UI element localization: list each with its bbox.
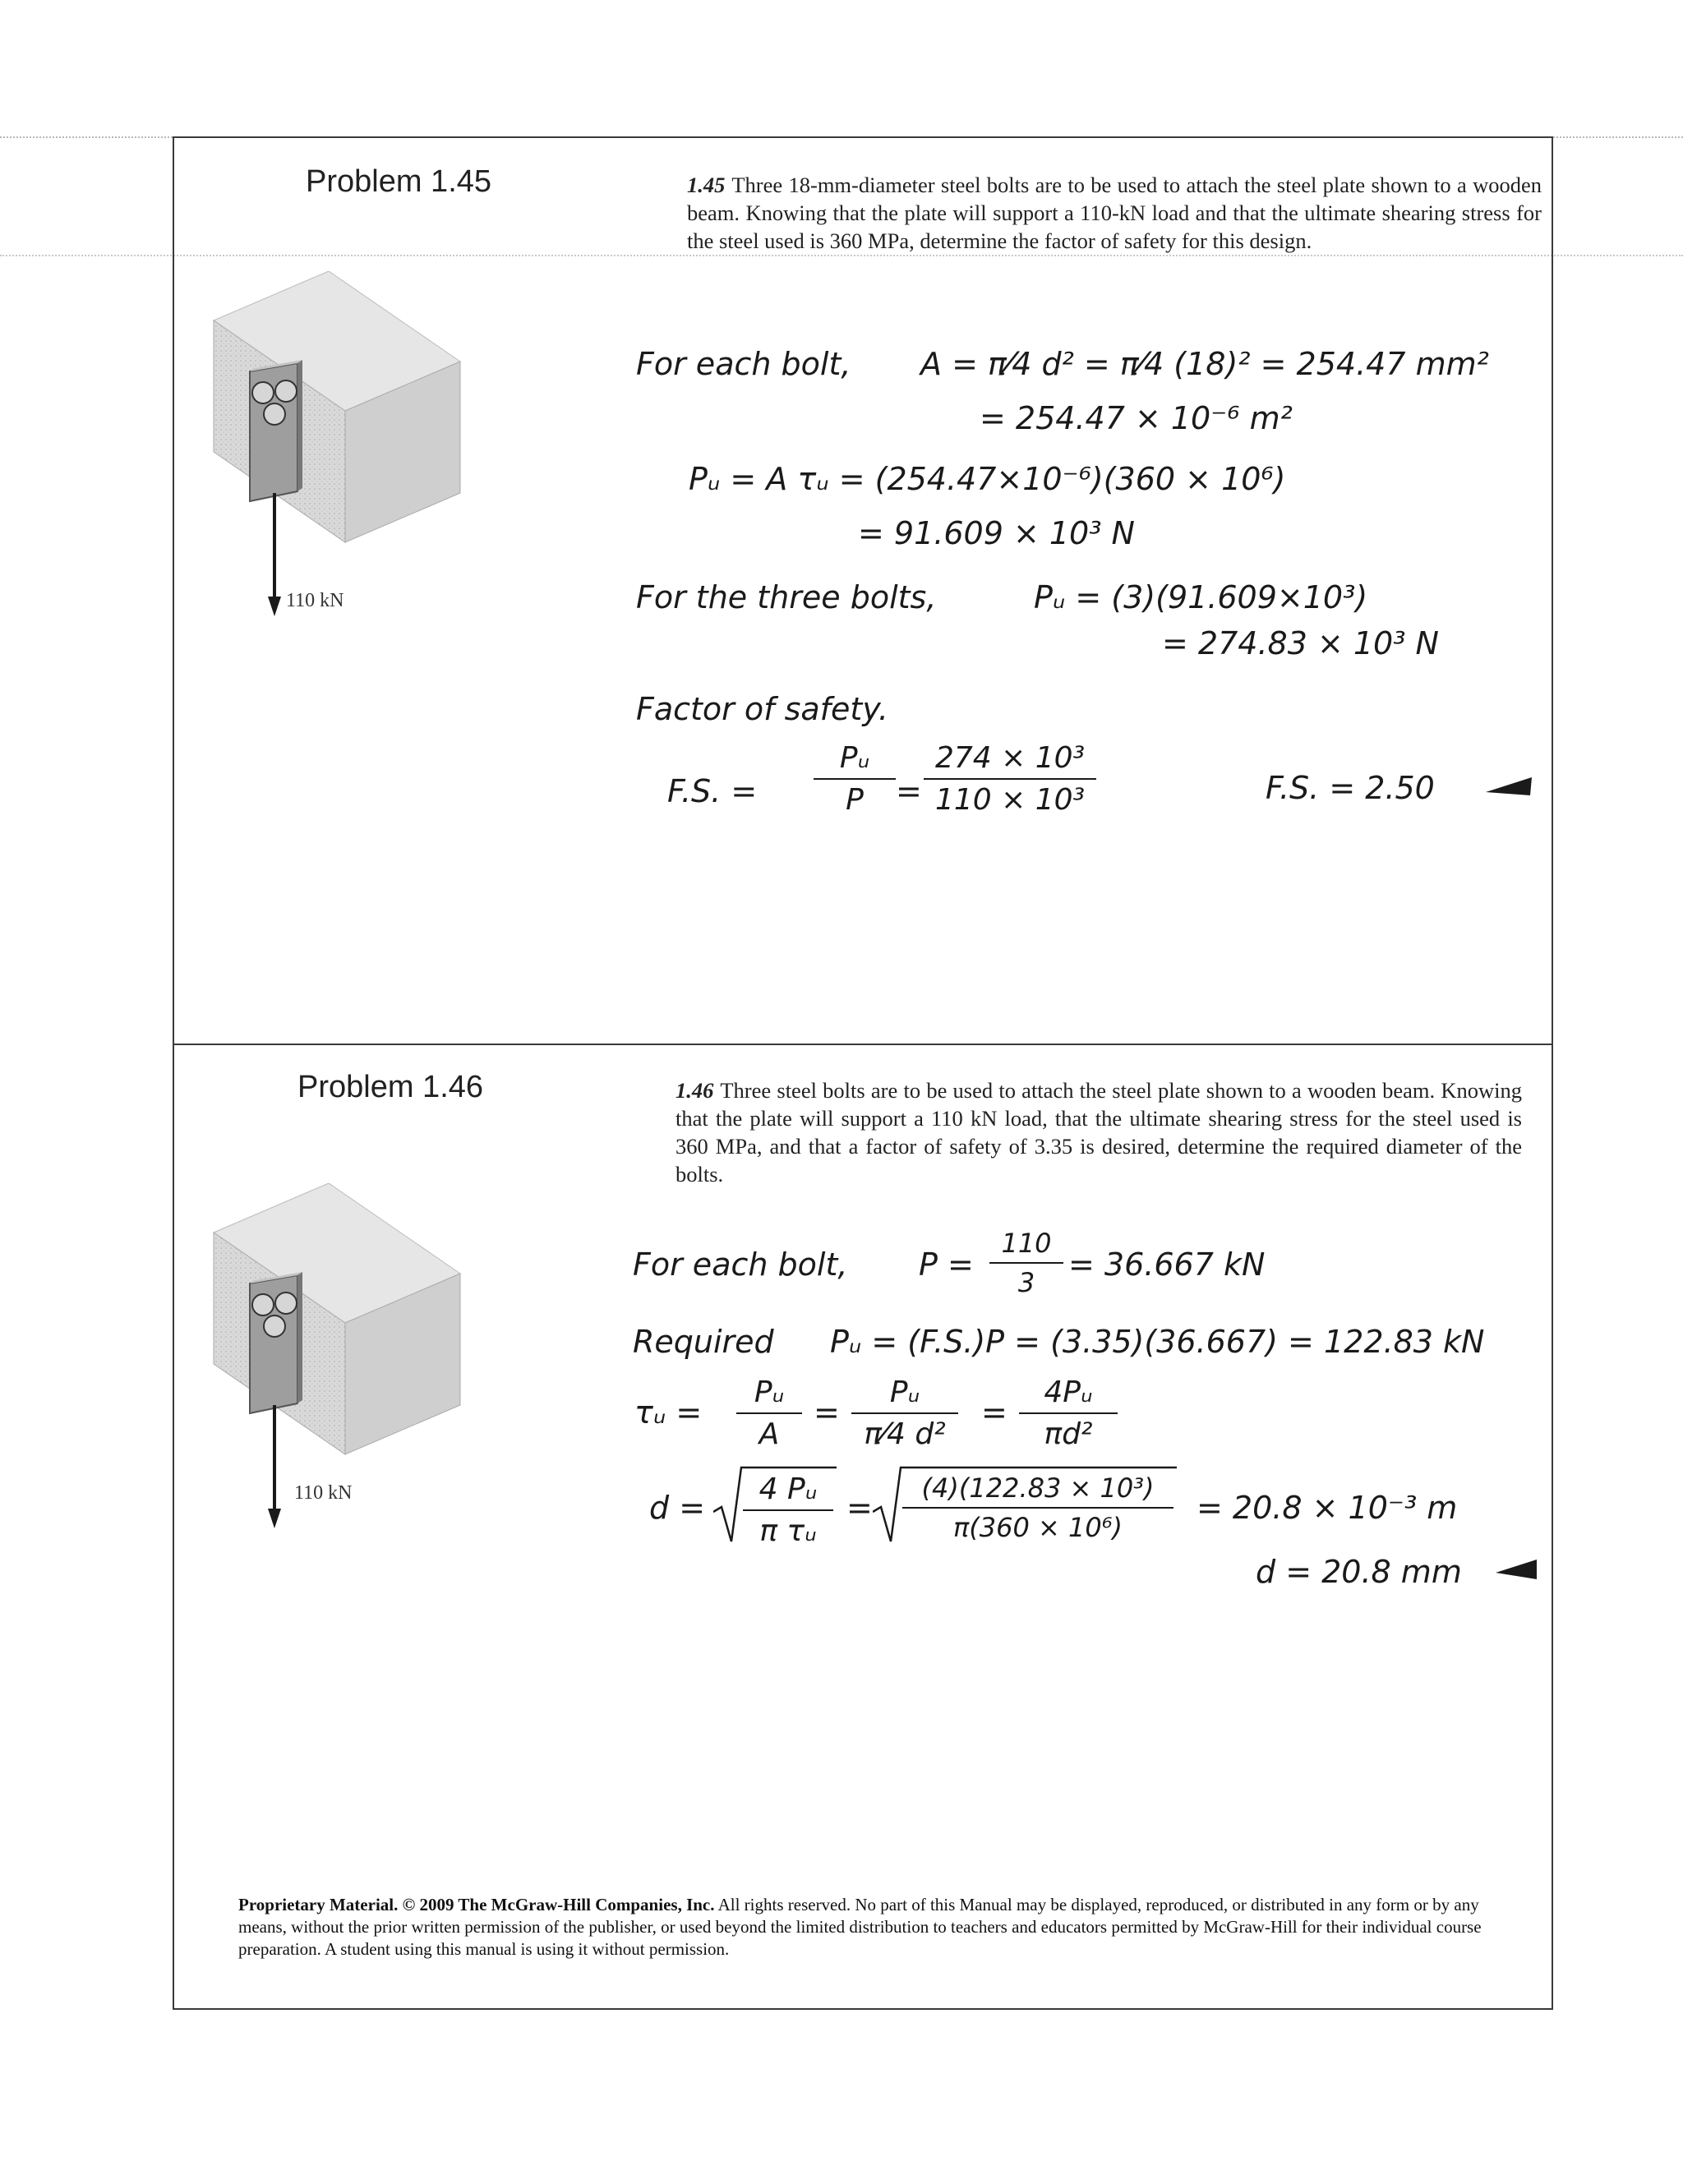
solution-line: = 20.8 × 10⁻³ m bbox=[1197, 1490, 1458, 1526]
fraction-numerator: 274 × 10³ bbox=[924, 741, 1096, 780]
solution-line: Required bbox=[633, 1324, 774, 1360]
equals-sign: = bbox=[896, 773, 922, 809]
steel-plate bbox=[250, 1272, 302, 1413]
copyright-footer bbox=[238, 1894, 1487, 1961]
load-label: 110 kN bbox=[294, 1482, 353, 1504]
solution-line: For the three bolts, bbox=[636, 579, 937, 615]
problem-statement bbox=[676, 1076, 1522, 1188]
fs-fraction bbox=[814, 741, 896, 817]
solution-line: Pᵤ = A τᵤ = (254.47×10⁻⁶)(360 × 10⁶) bbox=[689, 461, 1286, 497]
fs-lhs: F.S. = bbox=[667, 773, 758, 809]
answer: d = 20.8 mm bbox=[1256, 1554, 1462, 1590]
shear-fraction bbox=[736, 1375, 802, 1451]
answer: F.S. = 2.50 bbox=[1266, 770, 1435, 806]
fraction-denominator: P bbox=[846, 783, 864, 817]
fraction-denominator: π τᵤ bbox=[759, 1514, 817, 1548]
problem-text: Three 18-mm-diameter steel bolts are to be used to attach the steel plate shown to a wooden beam. Knowing that the plate will support a 110-kN load and that the ultimate shearing stress for the steel used is 360 MPa, determine the factor of safety for this design. bbox=[687, 173, 1542, 253]
fraction-numerator: 4 Pᵤ bbox=[743, 1472, 833, 1511]
problem-title: Problem 1.46 bbox=[297, 1070, 484, 1104]
shear-fraction bbox=[1019, 1375, 1118, 1451]
problem-number: 1.45 bbox=[687, 173, 726, 197]
solution-line: Factor of safety. bbox=[636, 691, 888, 727]
fraction-numerator: (4)(122.83 × 10³) bbox=[902, 1472, 1173, 1509]
shear-fraction bbox=[851, 1375, 958, 1451]
answer-arrow-icon bbox=[1492, 1556, 1540, 1584]
problem-text: Three steel bolts are to be used to attach the steel plate shown to a wooden beam. Knowing that the plate will support a 110 kN load, that the ultimate shearing stress for the steel used is 360 MPa, and that a factor of safety of 3.35 is desired, determine the required diameter of the bolts. bbox=[676, 1078, 1522, 1186]
solution-line: For each bolt, bbox=[636, 346, 851, 382]
fraction-numerator: 110 bbox=[989, 1228, 1063, 1264]
load-arrow bbox=[268, 1405, 281, 1528]
fraction-denominator: 3 bbox=[1017, 1267, 1035, 1298]
diameter-fraction bbox=[902, 1472, 1173, 1543]
fs-fraction bbox=[924, 741, 1096, 817]
load-label: 110 kN bbox=[286, 590, 344, 611]
fraction-denominator: π⁄4 d² bbox=[864, 1417, 946, 1451]
scan-streak bbox=[1553, 136, 1683, 138]
equals-sign: = bbox=[846, 1490, 873, 1526]
solution-line: = 36.667 kN bbox=[1068, 1246, 1266, 1283]
fraction-denominator: A bbox=[759, 1417, 780, 1451]
equals-sign: = bbox=[981, 1394, 1007, 1431]
solution-line: Pᵤ = (F.S.)P = (3.35)(36.667) = 122.83 kN bbox=[830, 1324, 1485, 1360]
bolted-plate-figure bbox=[205, 271, 551, 624]
problem-statement bbox=[687, 171, 1542, 255]
section-divider bbox=[174, 1044, 1552, 1045]
load-fraction bbox=[989, 1228, 1063, 1298]
problem-number: 1.46 bbox=[676, 1078, 714, 1103]
fraction-denominator: πd² bbox=[1044, 1417, 1093, 1451]
fraction-numerator: Pᵤ bbox=[814, 741, 896, 780]
solution-line: = 91.609 × 10³ N bbox=[858, 515, 1135, 551]
fraction-numerator: 4Pᵤ bbox=[1019, 1375, 1118, 1414]
solution-line: = 254.47 × 10⁻⁶ m² bbox=[980, 400, 1293, 436]
equals-sign: = bbox=[814, 1394, 840, 1431]
fraction-denominator: π(360 × 10⁶) bbox=[952, 1512, 1123, 1543]
problem-title: Problem 1.45 bbox=[306, 164, 492, 199]
steel-plate bbox=[250, 360, 302, 501]
answer-arrow-icon bbox=[1482, 772, 1535, 802]
fraction-numerator: Pᵤ bbox=[736, 1375, 802, 1414]
footer-bold: Proprietary Material. © 2009 The McGraw-Hill Companies, Inc. bbox=[238, 1895, 715, 1914]
shear-lhs: τᵤ = bbox=[634, 1394, 703, 1431]
footer-text: All rights reserved. No part of this Manual may be displayed, reproduced, or distributed in any form or by any means, without the prior written permission of the publisher, or used beyond the limited distribution to teachers and educators permitted by McGraw-Hill for their individual course preparation. A student using this manual is using it without permission. bbox=[238, 1895, 1482, 1959]
solution-line: Pᵤ = (3)(91.609×10³) bbox=[1034, 579, 1368, 615]
diameter-fraction bbox=[743, 1472, 833, 1548]
diameter-lhs: d = bbox=[649, 1490, 706, 1526]
fraction-numerator: Pᵤ bbox=[851, 1375, 958, 1414]
solution-line: P = bbox=[919, 1246, 974, 1283]
solution-line: A = π⁄4 d² = π⁄4 (18)² = 254.47 mm² bbox=[920, 346, 1489, 382]
solution-line: = 274.83 × 10³ N bbox=[1162, 625, 1439, 661]
solution-line: For each bolt, bbox=[633, 1246, 848, 1283]
fraction-denominator: 110 × 10³ bbox=[934, 783, 1085, 817]
load-arrow bbox=[268, 493, 281, 616]
bolted-plate-figure bbox=[205, 1183, 551, 1537]
scan-streak bbox=[0, 136, 173, 138]
